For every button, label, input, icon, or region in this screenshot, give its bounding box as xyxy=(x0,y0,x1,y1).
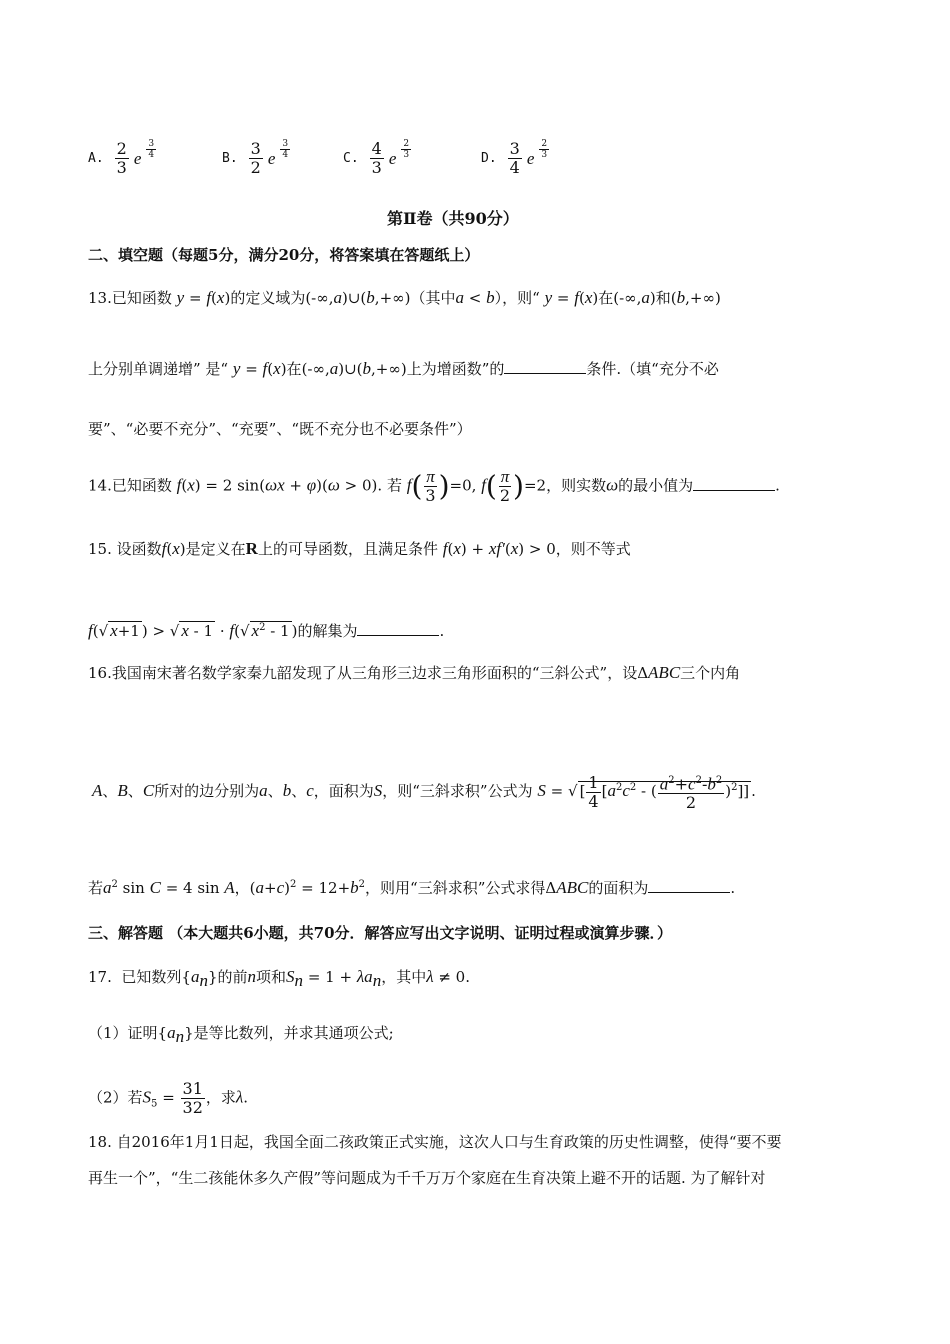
question-13-line2: 上分别单调递增” 是“ y = f(x)在(-∞,a)∪(b,+∞)上为增函数”的 条件.（填“充分不必 xyxy=(88,359,719,378)
question-17: 17. 已知数列$\{a_n\}$的前n项和$S_n = 1 + \lambda a_n$，其中λ ≠ 0. xyxy=(88,967,470,990)
question-13-line3: 要”、“必要不充分”、“充要”、“既不充分也不必要条件”） xyxy=(88,420,472,438)
option-d: D. $\frac{3}{4}$ e $\frac{2}{3}$ xyxy=(481,139,548,177)
exponent: $\frac{2}{3}$ xyxy=(541,139,548,160)
option-label: A. xyxy=(88,151,104,166)
exponent: $\frac{3}{4}$ xyxy=(148,139,155,160)
section-title: 第Ⅱ卷（共90分） xyxy=(387,209,519,228)
question-14: 14.已知函数 f(x) = 2 sin(ωx + φ)(ω > 0). 若 f( $\frac{\pi}{3}$ )=0, f( $\frac{\pi}{2}$ )=2，则实数ω的最小值为 . xyxy=(88,467,780,505)
question-15-line2: f(√ x+1 ) > √ x - 1 · f(√ $x^2 - 1$ )的解集为 . xyxy=(88,621,445,640)
question-16-line3: 若$a^2$ sin C = 4 sin A，$(a+c)^2 = 12+b^2$，则用“三斜求积”公式求得ΔABC的面积为 . xyxy=(88,878,736,897)
question-18-line2: 再生一个”，“生二孩能休多久产假”等问题成为千千万万个家庭在生育决策上避不开的话题. 为了解针对 xyxy=(88,1169,766,1187)
question-16-line1: 16.我国南宋著名数学家秦九韶发现了从三角形三边求三角形面积的“三斜公式”，设ΔABC三个内角 xyxy=(88,663,741,682)
question-16-line2: A、B、C所对的边分别为a、b、c，面积为S，则“三斜求积”公式为 S = √ [ $\frac{1}{4}$ [$a^2c^2$ - ( $\frac{a^2+c^2-b^2}{2}$ )$^2$]] . xyxy=(92,772,756,813)
exponent: $\frac{2}{3}$ xyxy=(403,139,410,160)
question-17-part1: （1）证明$\{a_n\}$是等比数列，并求其通项公式; xyxy=(88,1023,394,1046)
answer-blank[interactable] xyxy=(357,621,439,636)
option-label: C. xyxy=(343,151,359,166)
option-label: D. xyxy=(481,151,497,166)
section-heading: 二、填空题（每题5分，满分20分，将答案填在答题纸上） xyxy=(88,246,480,264)
fraction: $\frac{3}{2}$ xyxy=(250,139,261,177)
fraction: $\frac{3}{4}$ xyxy=(509,139,520,177)
exponent: $\frac{3}{4}$ xyxy=(282,139,289,160)
question-18-line1: 18. 自2016年1月1日起，我国全面二孩政策正式实施，这次人口与生育政策的历史性调整，使得“要不要 xyxy=(88,1133,782,1151)
option-label: B. xyxy=(222,151,238,166)
question-13-line1: 13.已知函数 y = f(x)的定义域为(-∞,a)∪(b,+∞)（其中a < b），则“ y = f(x)在(-∞,a)和(b,+∞) xyxy=(88,288,721,307)
fraction: $\frac{2}{3}$ xyxy=(116,139,127,177)
option-a: A. $\frac{2}{3}$ e $\frac{3}{4}$ xyxy=(88,139,155,177)
question-15-line1: 15. 设函数f(x)是定义在R上的可导函数，且满足条件 f(x) + xf′(x) > 0，则不等式 xyxy=(88,539,631,558)
question-17-part2: （2）若$S_5$ = $\frac{31}{32}$ ，求λ. xyxy=(88,1079,249,1117)
option-b: B. $\frac{3}{2}$ e $\frac{3}{4}$ xyxy=(222,139,289,177)
option-c: C. $\frac{4}{3}$ e $\frac{2}{3}$ xyxy=(343,139,410,177)
answer-blank[interactable] xyxy=(648,878,730,893)
answer-blank[interactable] xyxy=(504,359,586,374)
fraction: $\frac{4}{3}$ xyxy=(371,139,382,177)
section-heading: 三、解答题 （本大题共6小题，共70分．解答应写出文字说明、证明过程或演算步骤．） xyxy=(88,924,673,942)
answer-blank[interactable] xyxy=(693,476,775,491)
